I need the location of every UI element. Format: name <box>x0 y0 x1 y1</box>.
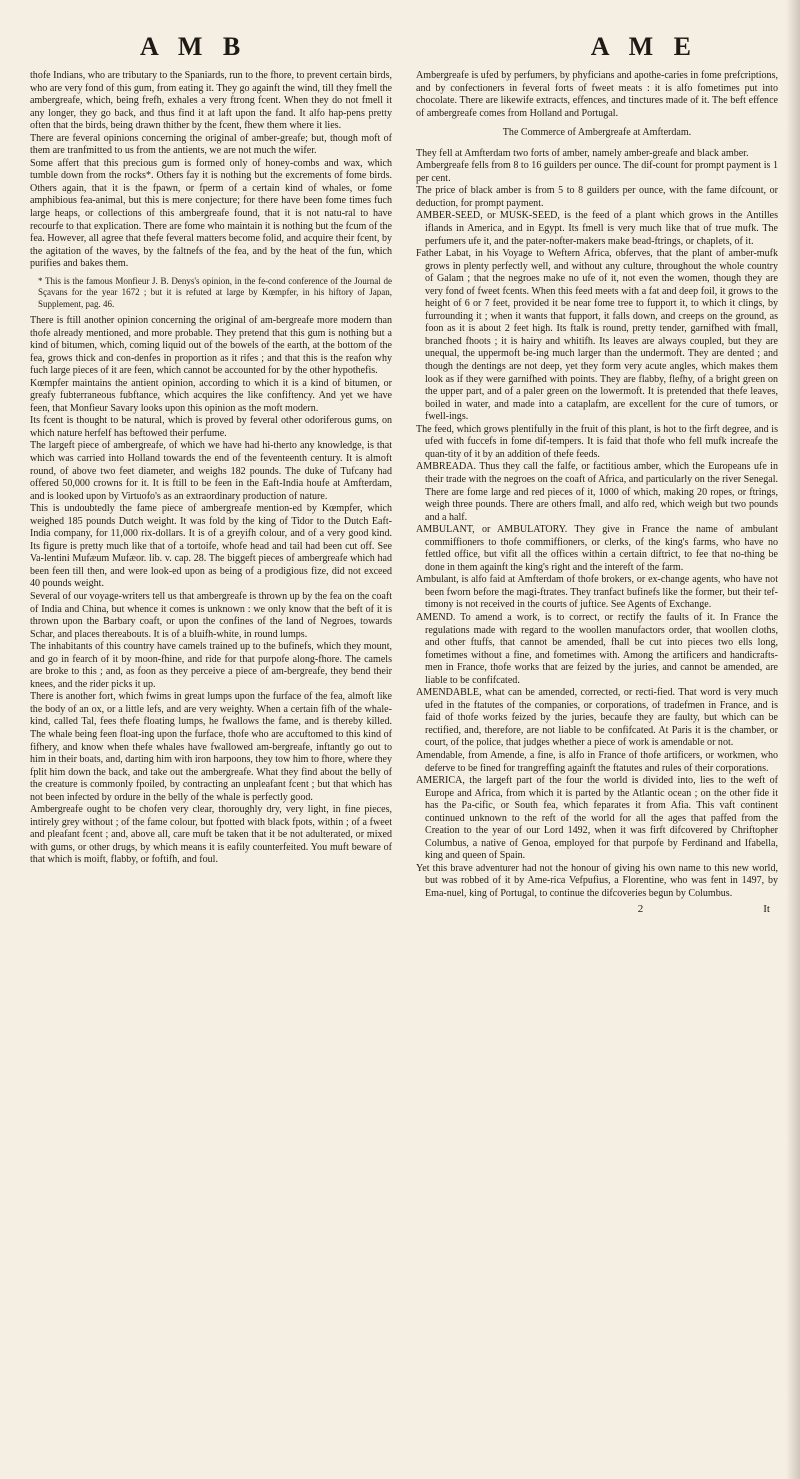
right-paragraph: The Commerce of Ambergreafe at Amfterdam. <box>502 127 692 139</box>
right-paragraph: The feed, which grows plentifully in the fruit of this plant, is hot to the firft degree, and is ufed with fuccefs in fome dif-tempers. It is faid that thofe who fell mufk increafe the quan-tity of it by an addition of thefe feeds. <box>416 423 778 460</box>
running-header <box>30 0 778 62</box>
left-paragraph: Its fcent is thought to be natural, which is proved by feveral other odoriferous gums, on which nature herfelf has beftowed their perfume. <box>30 415 392 439</box>
right-paragraph: The price of black amber is from 5 to 8 guilders per ounce, with the fame difcount, or deduction, for prompt payment. <box>416 185 778 209</box>
right-paragraph: Ambulant, is alfo faid at Amfterdam of thofe brokers, or ex-change agents, who have not been fworn before the magi-ftrates. They tranfact bufinefs like the former, but their tef-timony is not received in the courts of juftice. See Agents of Exchange. <box>416 574 778 611</box>
right-paragraph: AMEND. To amend a work, is to correct, or rectify the faults of it. In France the regulations made with regard to the woollen manufactors order, that woollen cloths, and other ftuffs, that cannot be amended, fhall be cut into pieces two ells long, fometimes without a fine, and fometimes with. Among the artificers and handicrafts-men in France, thofe works that are feized by the juries, and cannot be amended, are liable to be confifcated. <box>416 611 778 686</box>
left-paragraph: The largeft piece of ambergreafe, of which we have had hi-therto any knowledge, is that which was carried into Holland towards the end of the feventeenth century. It is almoft round, of above two feet diameter, and weighs 182 pounds. The duke of Tufcany had offered 50,000 crowns for it. It is ftill to be feen in the Eaft-India houfe at Amfterdam, and is looked upon by Virtuofo's as an extraordinary production of nature. <box>30 440 392 502</box>
left-paragraph: * This is the famous Monfieur J. B. Denys's opinion, in the fe-cond conference of the Journal de Sçavans for the year 1672 ; but it is refuted at large by Kœmpfer, in his hiftory of Japan, Supplement, pag. 46. <box>38 275 392 309</box>
left-paragraph: Kœmpfer maintains the antient opinion, according to which it is a kind of bitumen, or greafy fubterraneous fubftance, which acquires the like confiftency. And yet we have feen, that Monfieur Savary looks upon this opinion as the moft modern. <box>30 377 392 414</box>
right-paragraph: Ambergreafe is ufed by perfumers, by phyficians and apothe-caries in fome prefcriptions, and by confectioners in feveral forts of fweet meats : it is alfo fometimes put into chocolate. There are likewife extracts, effences, and tinctures made of it. The beft effence of ambergreafe comes from Holland and Portugal. <box>416 70 778 119</box>
right-paragraph: Father Labat, in his Voyage to Weftern Africa, obferves, that the plant of amber-mufk grows in plenty perfectly well, and without any culture, throughout the whole country of Galam ; that the negroes make no ufe of it, not even the women, though they are very fond of fweet fcents. When this feed meets with a fat and deep foil, it grows to the height of 6 or 7 feet, provided it be near fome tree to fupport it, to which it clings, by furrounding it ; when it wants that fupport, it falls down, and creeps on the ground, as foon as it is about 2 feet high. Its ftalk is round, pretty tender, garnifhed with fmall, branched fhoots ; it is hairy and whitifh. Its leaves are always coupled, but they are unequal, the uppermoft be-ing much larger than the undermoft. They are dented ; and though the dentings are not deep, yet they form very acute angles, which makes them look as if they were garnifhed with points. They are flabby, flefhy, of a bright green on the upper part, and of a paler green on the lowermoft. It is pretended that thefe leaves, boiled in water, and made into a cataplafm, are excellent for the cure of tumors, or fwell-ings. <box>416 248 778 423</box>
text-columns <box>30 70 778 901</box>
catchword: It <box>763 902 770 915</box>
left-paragraph: Ambergreafe ought to be chofen very clear, thoroughly dry, very light, in fine pieces, intirely grey without ; of the fame colour, but fpotted with black fpots, within ; of a fweet and pleafant fcent ; and, above all, care muft be taken that it be not adulterated, or mixed with gums, or other drugs, by which means it is eafily counterfeited. You muft beware of that which is moift, flabby, or foftifh, and foul. <box>30 804 392 866</box>
left-paragraph: Some affert that this precious gum is formed only of honey-combs and wax, which tumble down from the rocks*. Others fay it is nothing but the excrements of fome birds. Others again, that it is the fpawn, or fperm of a certain kind of whales, or fome amphibious fea-animal, but this is mere conjecture; for there have been fome times fuch large heaps, or collections of this ambergreafe found, that it is not natu-ral to have recourfe to that explication. There are fome who maintain it is nothing but the fcum of the fea. However, all agree that thefe feveral matters become folid, and acquire their fcent, by the agitation of the waves, by the faltnefs of the fea, and by the heat of the fun, which purifies and bakes them. <box>30 157 392 270</box>
right-paragraph: AMENDABLE, what can be amended, corrected, or recti-fied. That word is very much ufed in the ftatutes of the companies, or corporations, of tradefmen in France, and is faid of thofe works feized by the juries, becaufe they are faulty, but which can be rectified, and, therefore, are not liable to be confifcated. At Paris it is the chamber, or court, of the police, that judges whether a piece of work is amendable or not. <box>416 687 778 749</box>
right-paragraph: AMERICA, the largeft part of the four the world is divided into, lies to the weft of Europe and Africa, from which it is parted by the Atlantic ocean ; on the other fide it has the Pa-cific, or South fea, which feparates it from Afia. This vaft continent continued unknown to the reft of the world for all the ages that paffed from the Creation to the year of our Lord 1492, when it was firft difcovered by Chriftopher Columbus, a native of Genoa, employed for that purpofe by Ferdinand and Ifabella, king and queen of Spain. <box>416 775 778 862</box>
left-paragraph: There is another fort, which fwims in great lumps upon the furface of the fea, almoft like the body of an ox, or a little lefs, and are very weighty. When a certain fifh of the whale-kind, called Tal, fees thefe floating lumps, he fwallows the fame, and is thereby killed. The whale being feen float-ing upon the furface, thofe who are accuftomed to this kind of fifhery, and know when thefe whales have fwallowed am-bergreafe, inftantly go out to him in their boats, and, darting him with iron harpoons, they tow him to fhore, where they fplit him down the back, and take out the ambergreafe. What they find about the belly of the creature is commonly fpoiled, by contracting an unpleafant fcent ; but that which has not been infected by ordure in the belly of the whale is perfectly good. <box>30 691 392 803</box>
right-paragraph: AMBULANT, or AMBULATORY. They give in France the name of ambulant commiffioners to thofe commiffioners, or clerks, of the king's farms, who have no fettled office, but vifit all the offices within a certain diftrict, to fee that no-thing be done in them againft the king's right and the intereft of the farm. <box>416 524 778 573</box>
left-paragraph: There are feveral opinions concerning the original of amber-greafe; but, though moft of them are tranfmitted to us from the antients, we are not much the wifer. <box>30 132 392 157</box>
right-paragraph: AMBER-SEED, or MUSK-SEED, is the feed of a plant which grows in the Antilles iflands in America, and in Egypt. Its fmell is very much like that of true mufk. The perfumers ufe it, and the pater-nofter-makers make bead-ftrings, or chaplets, of it. <box>416 210 778 247</box>
page-footer <box>30 903 778 915</box>
right-paragraph: Ambergreafe fells from 8 to 16 guilders per ounce. The dif-count for prompt payment is 1 per cent. <box>416 160 778 184</box>
left-paragraph: The inhabitants of this country have camels trained up to the bufinefs, which they mount, and go in fearch of it by moon-fhine, and ride for that purpofe along-fhore. The camels are broke to this ; and, as foon as they perceive a piece of am-bergreafe, they bend their knees, and the rider picks it up. <box>30 641 392 690</box>
right-paragraph: They fell at Amfterdam two forts of amber, namely amber-greafe and black amber. <box>416 147 749 159</box>
right-column <box>416 70 778 901</box>
right-paragraph: AMBREADA. Thus they call the falfe, or factitious amber, which the Europeans ufe in their trade with the negroes on the coaft of Africa, and particularly on the river Senegal. There are fome large and red pieces of it, 1000 of which, making 20 ropes, or ftrings, weigh three pounds. There are others fmall, and alfo red, which weigh but two pounds and a half. <box>416 461 778 523</box>
header-right: A M E <box>590 32 698 61</box>
right-paragraph: Yet this brave adventurer had not the honour of giving his own name to this new world, but was robbed of it by Ame-rica Vefpufius, a Florentine, who was fent in 1497, by Ema-nuel, king of Portugal, to continue the difcoveries begun by Columbus. <box>416 862 778 899</box>
left-paragraph: This is undoubtedly the fame piece of ambergreafe mention-ed by Kœmpfer, which weighed 185 pounds Dutch weight. It was fold by the king of Tidor to the Dutch Eaft-India company, for 11,000 rix-dollars. It is of a greyifh colour, and of a very good kind. Its figure is pretty much like that of a tortoife, whofe head and tail had been cut off. See Va-lentini Mufæum Mufæor. lib. v. cap. 28. The biggeft pieces of ambergreafe which had been feen till then, and were look-ed upon as being of a prodigious fize, did not exceed 40 pounds weight. <box>30 503 392 590</box>
left-paragraph: thofe Indians, who are tributary to the Spaniards, run to the fhore, to prevent certain birds, who are very fond of this gum, from eating it. They go againft the wind, till they fmell the ambergreafe, which, being frefh, exhales a very ftrong fcent. When they do not fmell it any longer, they go back, and thus find it at laft upon the fand. It alfo hap-pens pretty often that the birds, being drawn thither by the fcent, fhew them where it lies. <box>30 70 392 132</box>
signature-mark: 2 <box>637 902 644 915</box>
page-edge-shadow <box>786 0 800 1479</box>
left-paragraph: There is ftill another opinion concerning the original of am-bergreafe more modern than thofe already mentioned, and more probable. They pretend that this gum is nothing but a kind of bitumen, which, coming liquid out of the bowels of the earth, at the bottom of the fea, grows thick and con-denfes in proportion as it rifes ; and that this is the reafon why fuch large pieces of it are feen, which cannot be accounted for by the other hypothefis. <box>30 314 392 377</box>
left-paragraph: Several of our voyage-writers tell us that ambergreafe is thrown up by the fea on the coaft of India and China, but whence it comes is unknown : we only know that the beft of it is thrown upon the Barbary coaft, or upon the confines of the land of Negroes, towards Schar, and places thereabouts. It is of a bluifh-white, in round lumps. <box>30 591 392 640</box>
right-paragraph: Amendable, from Amende, a fine, is alfo in France of thofe artificers, or workmen, who deferve to be fined for trangreffing againft the ftatutes and rules of their corporations. <box>416 749 778 774</box>
header-left: A M B <box>140 32 248 61</box>
left-column <box>30 70 392 901</box>
